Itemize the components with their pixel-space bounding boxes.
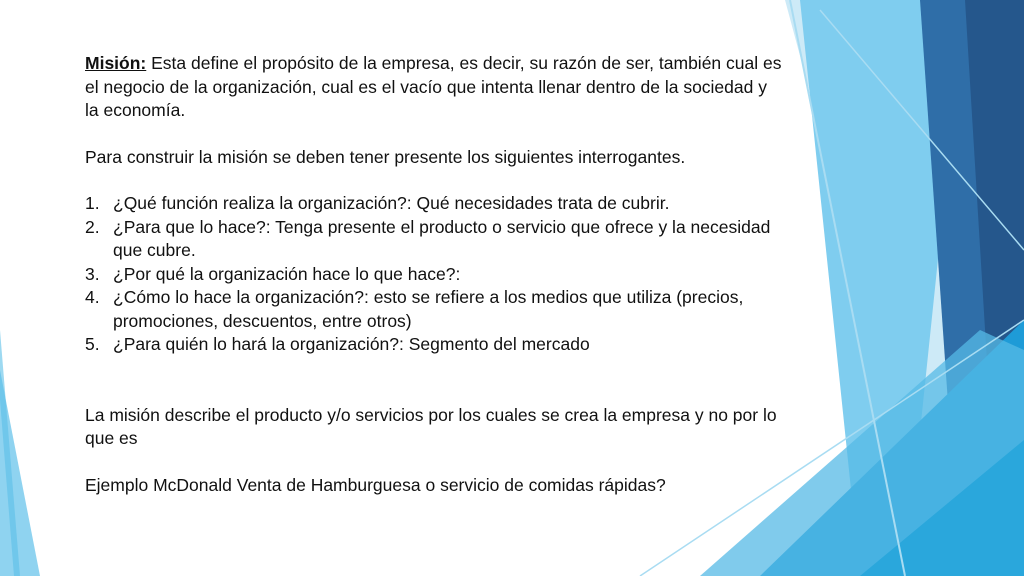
list-text: ¿Cómo lo hace la organización?: esto se refiere a los medios que utiliza (precios, promociones, descuentos, entre otros) bbox=[113, 287, 744, 331]
slide-body bbox=[85, 52, 785, 497]
mision-text: Esta define el propósito de la empresa, es decir, su razón de ser, también cual es el negocio de la organización, cual es el vacío que intenta llenar dentro de la sociedad y la economía. bbox=[85, 53, 782, 120]
list-number: 2. bbox=[85, 216, 100, 237]
list-number: 3. bbox=[85, 263, 100, 284]
list-text: ¿Para que lo hace?: Tenga presente el producto o servicio que ofrece y la necesidad que cubre. bbox=[113, 216, 771, 260]
intro-text: Para construir la misión se deben tener presente los siguientes interrogantes. bbox=[85, 146, 686, 167]
list-item bbox=[85, 216, 785, 263]
list-item bbox=[85, 333, 785, 357]
list-number: 1. bbox=[85, 193, 100, 213]
list-item bbox=[85, 263, 785, 287]
list-number: 4. bbox=[85, 287, 100, 307]
list-item bbox=[85, 192, 785, 216]
description-text: La misión describe el producto y/o servicios por los cuales se crea la empresa y no por lo que es bbox=[85, 404, 777, 448]
mision-paragraph bbox=[85, 52, 785, 123]
list-number: 5. bbox=[85, 334, 100, 354]
list-text: ¿Para quién lo hará la organización?: Segmento del mercado bbox=[113, 334, 590, 354]
example-text: Ejemplo McDonald Venta de Hamburguesa o servicio de comidas rápidas? bbox=[85, 474, 666, 495]
list-text: ¿Qué función realiza la organización?: Qué necesidades trata de cubrir. bbox=[113, 193, 670, 213]
list-item bbox=[85, 286, 785, 333]
mision-label: Misión: bbox=[85, 53, 147, 73]
list-text: ¿Por qué la organización hace lo que hace?: bbox=[113, 263, 461, 284]
questions-list bbox=[85, 192, 785, 357]
